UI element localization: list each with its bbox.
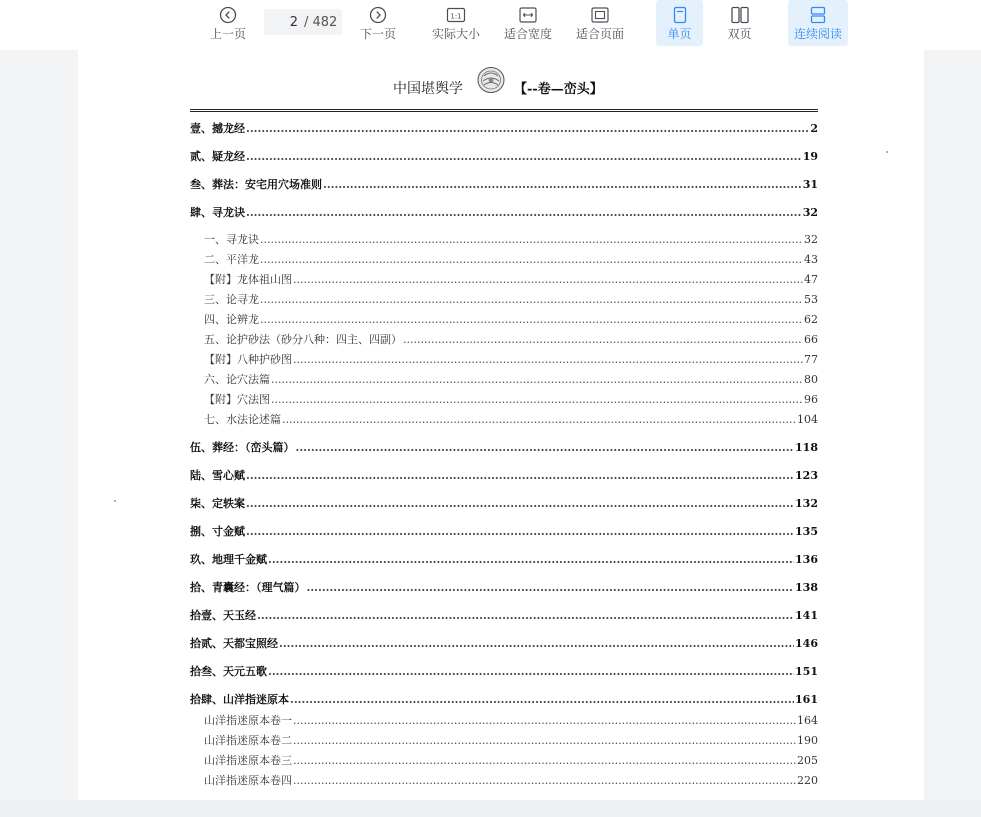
book-title: 中国堪舆学	[393, 81, 463, 97]
double-page-label: 双页	[727, 26, 752, 41]
toc-entry-page: 135	[795, 525, 818, 538]
toc-entry-page: 118	[795, 441, 818, 454]
continuous-read-label: 连续阅读	[793, 26, 842, 41]
toc-entry-page: 220	[797, 774, 818, 787]
toc-entry-title: 山洋指迷原本卷三	[204, 754, 292, 767]
toc-entry[interactable]	[190, 411, 818, 427]
toc-entry[interactable]	[190, 712, 818, 728]
toc-entry-page: 151	[795, 665, 818, 678]
toc-entry[interactable]	[190, 551, 818, 567]
toc-entry-title: 陆、雪心赋	[190, 469, 245, 482]
toc-entry-page: 66	[804, 333, 818, 346]
toc-entry[interactable]	[190, 495, 818, 511]
toc-entry-page: 190	[797, 734, 818, 747]
scan-speck	[886, 151, 888, 153]
toc-entry-page: 32	[804, 233, 818, 246]
toc-leader-dots	[260, 293, 803, 306]
continuous-read-button[interactable]	[788, 0, 848, 46]
toc-entry[interactable]	[190, 579, 818, 595]
toc-entry-title: 一、寻龙诀	[204, 233, 259, 246]
toc-entry[interactable]	[190, 271, 818, 287]
toc-leader-dots	[293, 273, 803, 286]
toc-entry-page: 43	[804, 253, 818, 266]
table-of-contents	[78, 50, 924, 802]
toc-entry[interactable]	[190, 204, 818, 220]
toc-entry-title: 柒、定轶案	[190, 497, 245, 510]
toc-entry-title: 六、论穴法篇	[204, 373, 270, 386]
toc-leader-dots	[246, 525, 794, 538]
toc-leader-dots	[246, 497, 794, 510]
single-page-button[interactable]	[656, 0, 703, 46]
toc-entry-title: 肆、寻龙诀	[190, 206, 245, 219]
horizontal-scrollbar[interactable]	[0, 800, 981, 817]
toc-entry-title: 四、论辨龙	[204, 313, 259, 326]
toc-entry-page: 19	[802, 150, 818, 163]
fit-page-label: 适合页面	[575, 26, 624, 41]
toc-entry[interactable]	[190, 523, 818, 539]
document-viewer[interactable]	[0, 50, 981, 817]
continuous-scroll-icon	[809, 6, 827, 24]
toc-entry[interactable]	[190, 607, 818, 623]
toc-entry[interactable]	[190, 120, 818, 136]
toc-leader-dots	[293, 734, 796, 747]
next-page-label: 下一页	[359, 26, 396, 41]
prev-page-button[interactable]	[204, 0, 252, 46]
toc-leader-dots	[257, 609, 794, 622]
toc-entry-page: 62	[804, 313, 818, 326]
fit-width-icon	[518, 6, 538, 24]
toc-leader-dots	[268, 553, 794, 566]
toc-leader-dots	[271, 373, 803, 386]
toc-entry-page: 146	[795, 637, 818, 650]
toc-entry[interactable]	[190, 251, 818, 267]
toc-entry[interactable]	[190, 371, 818, 387]
toc-leader-dots	[246, 122, 809, 135]
toc-leader-dots	[403, 333, 803, 346]
toc-entry-title: 【附】八种护砂图	[204, 353, 292, 366]
toc-leader-dots	[293, 754, 796, 767]
toc-entry-title: 山洋指迷原本卷四	[204, 774, 292, 787]
toc-entry-title: 【附】龙体祖山图	[204, 273, 292, 286]
toc-entry[interactable]	[190, 691, 818, 707]
toc-entry[interactable]	[190, 752, 818, 768]
toc-leader-dots	[290, 693, 794, 706]
actual-size-label: 实际大小	[431, 26, 480, 41]
actual-size-glyph: 1:1	[450, 11, 462, 20]
next-page-button[interactable]	[354, 0, 402, 46]
toc-entry[interactable]	[190, 439, 818, 455]
toc-leader-dots	[296, 441, 795, 454]
toc-entry-title: 二、平洋龙	[204, 253, 259, 266]
toc-entry-page: 161	[795, 693, 818, 706]
toc-leader-dots	[282, 413, 796, 426]
toc-leader-dots	[293, 714, 796, 727]
toc-entry[interactable]	[190, 467, 818, 483]
toc-entry[interactable]	[190, 663, 818, 679]
viewer-toolbar	[0, 0, 981, 50]
toc-entry-page: 53	[804, 293, 818, 306]
scan-speck	[114, 500, 116, 502]
toc-entry-title: 拾壹、天玉经	[190, 609, 256, 622]
toc-entry-page: 47	[804, 273, 818, 286]
toc-leader-dots	[260, 313, 803, 326]
toc-leader-dots	[271, 393, 803, 406]
toc-leader-dots	[260, 233, 803, 246]
toc-leader-dots	[268, 665, 794, 678]
fit-page-button[interactable]	[572, 0, 628, 46]
fit-page-icon	[590, 6, 610, 24]
volume-title: 【--卷—峦头】	[514, 82, 603, 97]
page-total: / 482	[304, 14, 338, 30]
toc-entry-title: 贰、疑龙经	[190, 150, 245, 163]
toc-leader-dots	[246, 206, 802, 219]
toc-entry-page: 32	[802, 206, 818, 219]
actual-size-icon	[446, 6, 466, 24]
toc-entry-title: 五、论护砂法（砂分八种：四主、四副）	[204, 333, 402, 346]
toc-entry-title: 捌、寸金赋	[190, 525, 245, 538]
toc-leader-dots	[260, 253, 803, 266]
toc-entry[interactable]	[190, 391, 818, 407]
toc-entry[interactable]	[190, 176, 818, 192]
toc-entry[interactable]	[190, 311, 818, 327]
toc-entry-page: 96	[804, 393, 818, 406]
toc-entry-page: 132	[795, 497, 818, 510]
toc-entry[interactable]	[190, 231, 818, 247]
toc-entry-title: 拾叁、天元五歌	[190, 665, 267, 678]
toc-entry-page: 77	[804, 353, 818, 366]
toc-entry-title: 壹、撼龙经	[190, 122, 245, 135]
toc-entry-title: 拾、青囊经：（理气篇）	[190, 581, 306, 594]
double-page-icon	[730, 6, 750, 24]
chevron-right-circle-icon	[369, 6, 387, 24]
actual-size-button[interactable]	[428, 0, 484, 46]
fit-width-label: 适合宽度	[503, 26, 552, 41]
toc-entry-page: 205	[797, 754, 818, 767]
toc-entry-title: 三、论寻龙	[204, 293, 259, 306]
toc-leader-dots	[246, 469, 794, 482]
toc-entry-page: 123	[795, 469, 818, 482]
double-page-button[interactable]	[716, 0, 763, 46]
toc-entry-title: 玖、地理千金赋	[190, 553, 267, 566]
toc-entry-title: 山洋指迷原本卷一	[204, 714, 292, 727]
toc-leader-dots	[293, 774, 796, 787]
toc-entry-page: 138	[795, 581, 818, 594]
toc-entry-title: 拾贰、天都宝照经	[190, 637, 278, 650]
toc-entry-page: 80	[804, 373, 818, 386]
toc-entry[interactable]	[190, 772, 818, 788]
toc-leader-dots	[307, 581, 795, 594]
toc-entry[interactable]	[190, 732, 818, 748]
toc-entry-title: 山洋指迷原本卷二	[204, 734, 292, 747]
toc-leader-dots	[246, 150, 802, 163]
single-page-label: 单页	[667, 26, 692, 41]
single-page-icon	[671, 6, 689, 24]
toc-entry-page: 164	[797, 714, 818, 727]
toc-entry-page: 136	[795, 553, 818, 566]
toc-entry[interactable]	[190, 148, 818, 164]
toc-entry-page: 31	[802, 178, 818, 191]
toc-entry[interactable]	[190, 635, 818, 651]
toc-entry[interactable]	[190, 351, 818, 367]
toc-leader-dots	[323, 178, 802, 191]
toc-entry-title: 拾肆、山洋指迷原本	[190, 693, 289, 706]
chevron-left-circle-icon	[219, 6, 237, 24]
toc-entry[interactable]	[190, 331, 818, 347]
toc-entry-title: 叁、葬法：安宅用穴场准则	[190, 178, 322, 191]
page-number-input[interactable]	[264, 15, 302, 30]
toc-entry-title: 【附】穴法图	[204, 393, 270, 406]
toc-entry-page: 141	[795, 609, 818, 622]
prev-page-label: 上一页	[209, 26, 246, 41]
document-page	[78, 50, 924, 802]
toc-entry-title: 伍、葬经：（峦头篇）	[190, 441, 295, 454]
toc-entry-page: 2	[810, 122, 818, 135]
toc-entry-page: 104	[797, 413, 818, 426]
toc-leader-dots	[293, 353, 803, 366]
toc-entry[interactable]	[190, 291, 818, 307]
page-indicator	[264, 9, 342, 35]
toc-entry-title: 七、水法论述篇	[204, 413, 281, 426]
toc-leader-dots	[279, 637, 794, 650]
fit-width-button[interactable]	[500, 0, 556, 46]
